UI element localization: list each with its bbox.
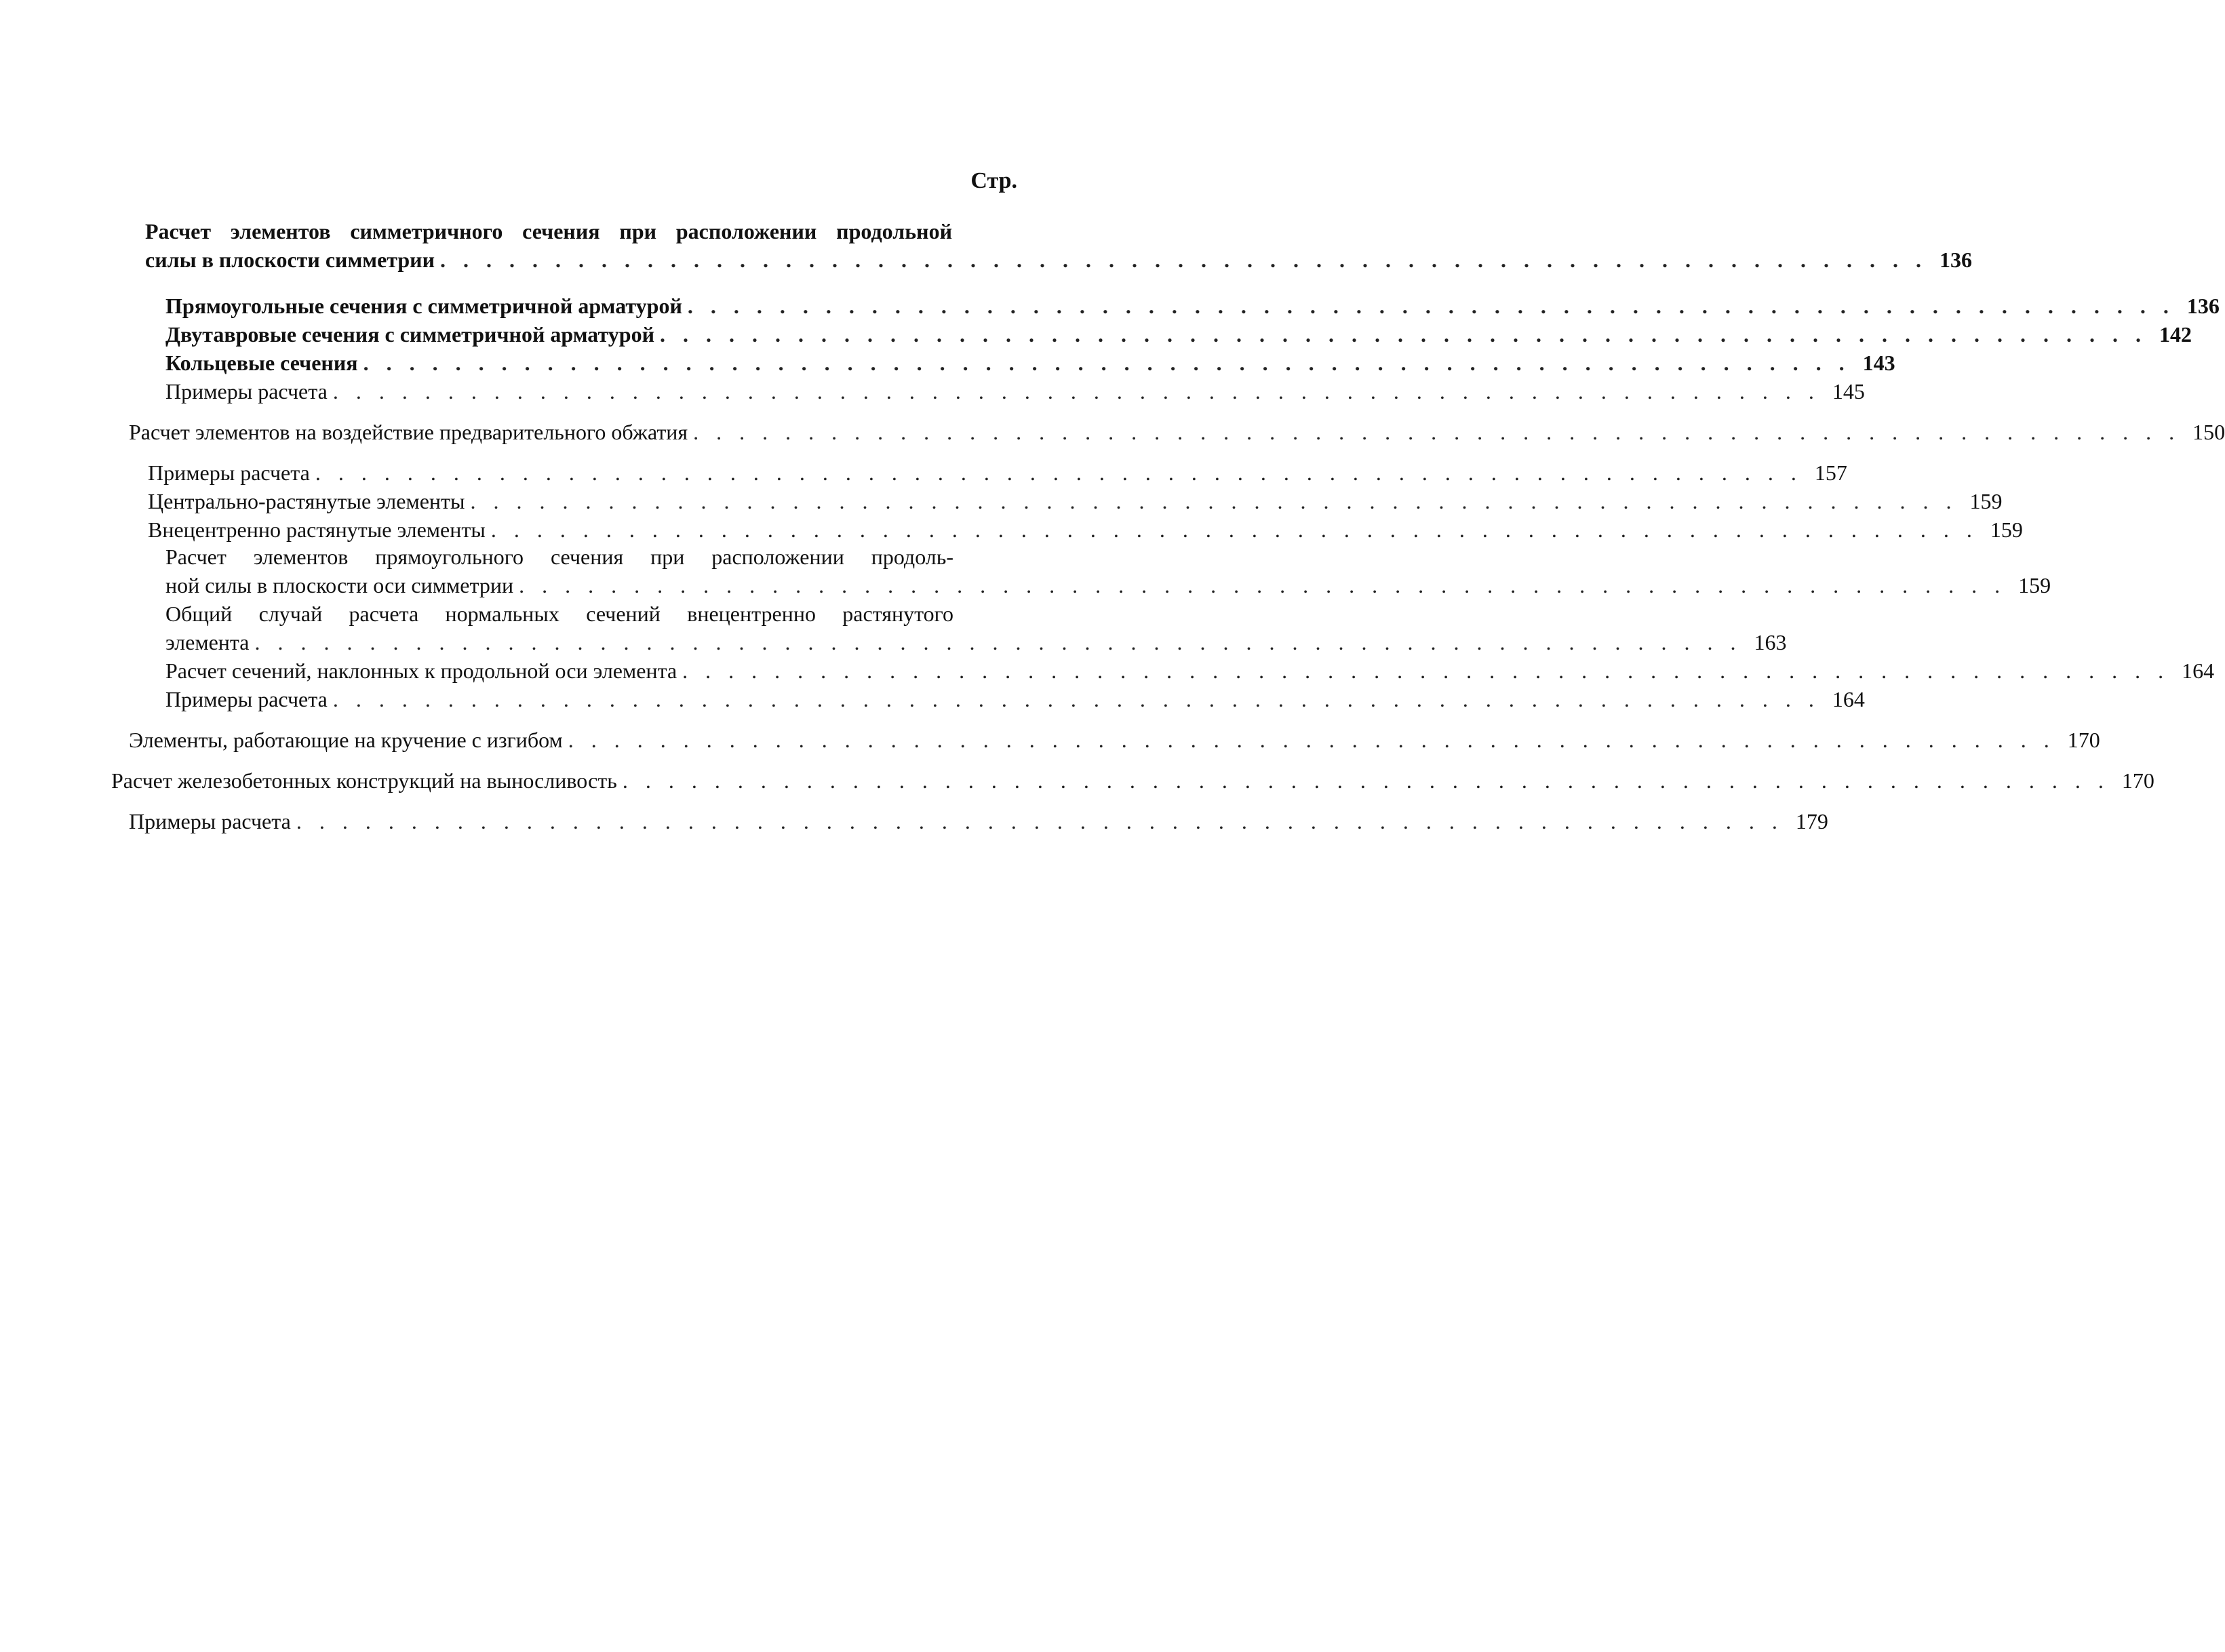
dot-leader: . . . . . . . . . . . . . . . . . . . . . . . . . . . . . . . . . . . . . . . . . . . . . . . . . . . . . . . . . . . . . . . . . — [693, 420, 2181, 444]
toc-page-number: 163 — [1754, 630, 1787, 654]
toc-entry-title: Расчет элементов на воздействие предварительного обжатия — [129, 420, 688, 444]
dot-leader: . . . . . . . . . . . . . . . . . . . . . . . . . . . . . . . . . . . . . . . . . . . . . . . . . . . . . . . . . . . . . . . . . — [568, 728, 2055, 752]
toc-page-number: 170 — [2121, 768, 2154, 793]
toc-page-number: 136 — [2186, 294, 2220, 318]
toc-entry — [165, 599, 1787, 656]
toc-entry-title: Расчет сечений, наклонных к продольной оси элемента — [165, 658, 677, 683]
toc-entry-line: Расчет элементов прямоугольного сечения при расположении продоль- — [165, 545, 953, 569]
toc-entry-title: Прямоугольные сечения с симметричной арматурой — [165, 294, 682, 318]
toc-entry-title: Элементы, работающие на кручение с изгибом — [129, 728, 563, 752]
toc-page-number: 143 — [1862, 351, 1895, 375]
toc-entry-title: элемента — [165, 630, 250, 654]
dot-leader: . . . . . . . . . . . . . . . . . . . . . . . . . . . . . . . . . . . . . . . . . . . . . . . . . . . . . . . . . . . . . . . . . — [332, 687, 1820, 711]
dot-leader: . . . . . . . . . . . . . . . . . . . . . . . . . . . . . . . . . . . . . . . . . . . . . . . . . . . . . . . . . . . . . . . . . — [315, 460, 1803, 485]
dot-leader: . . . . . . . . . . . . . . . . . . . . . . . . . . . . . . . . . . . . . . . . . . . . . . . . . . . . . . . . . . . . . . . . . — [296, 809, 1784, 833]
toc-page-number: 159 — [1990, 517, 2023, 542]
toc-page-number: 164 — [2182, 658, 2215, 683]
toc-entry-line: Общий случай расчета нормальных сечений внецентренно растянутого — [165, 602, 953, 626]
toc-entry — [148, 458, 1847, 487]
toc-page-number: 157 — [1814, 460, 1847, 485]
toc-entry-title: Центрально-растянутые элементы — [148, 489, 465, 513]
toc-page-number: 150 — [2192, 420, 2225, 444]
toc-entry-title: Двутавровые сечения с симметричной арматурой — [165, 322, 654, 347]
toc-entry — [129, 726, 2100, 754]
toc-entry — [165, 320, 2192, 349]
toc-page-number: 142 — [2159, 322, 2192, 347]
toc-page-number: 159 — [2018, 573, 2051, 597]
toc-entry — [165, 685, 1865, 713]
toc-entry-title: Примеры расчета — [165, 379, 328, 404]
toc-page-number: 164 — [1832, 687, 1865, 711]
toc-entry-title: Внецентренно растянутые элементы — [148, 517, 486, 542]
toc-entry-title: Примеры расчета — [165, 687, 328, 711]
dot-leader: . . . . . . . . . . . . . . . . . . . . . . . . . . . . . . . . . . . . . . . . . . . . . . . . . . . . . . . . . . . . . . . . . — [363, 351, 1851, 375]
toc-page-number: 145 — [1832, 379, 1865, 404]
dot-leader: . . . . . . . . . . . . . . . . . . . . . . . . . . . . . . . . . . . . . . . . . . . . . . . . . . . . . . . . . . . . . . . . . — [490, 517, 1978, 542]
toc-entry — [165, 656, 2215, 685]
toc-entry — [148, 487, 2003, 515]
dot-leader: . . . . . . . . . . . . . . . . . . . . . . . . . . . . . . . . . . . . . . . . . . . . . . . . . . . . . . . . . . . . . . . . . — [622, 768, 2110, 793]
toc-entry — [111, 766, 2154, 795]
toc-entry-title: Расчет железобетонных конструкций на выносливость — [111, 768, 617, 793]
toc-entry-title: ной силы в плоскости оси симметрии — [165, 573, 514, 597]
toc-entry-title: Примеры расчета — [129, 809, 291, 833]
toc-entry — [165, 543, 2051, 599]
toc-entry-title: Кольцевые сечения — [165, 351, 358, 375]
toc-entry — [129, 418, 2225, 446]
dot-leader: . . . . . . . . . . . . . . . . . . . . . . . . . . . . . . . . . . . . . . . . . . . . . . . . . . . . . . . . . . . . . . . . . — [254, 630, 1742, 654]
toc-entry — [129, 807, 1828, 835]
dot-leader: . . . . . . . . . . . . . . . . . . . . . . . . . . . . . . . . . . . . . . . . . . . . . . . . . . . . . . . . . . . . . . . . . — [440, 248, 1928, 272]
toc-page-number: 179 — [1795, 809, 1828, 833]
dot-leader: . . . . . . . . . . . . . . . . . . . . . . . . . . . . . . . . . . . . . . . . . . . . . . . . . . . . . . . . . . . . . . . . . — [682, 658, 2170, 683]
dot-leader: . . . . . . . . . . . . . . . . . . . . . . . . . . . . . . . . . . . . . . . . . . . . . . . . . . . . . . . . . . . . . . . . . — [660, 322, 2147, 347]
toc-entry — [165, 292, 2220, 320]
dot-leader: . . . . . . . . . . . . . . . . . . . . . . . . . . . . . . . . . . . . . . . . . . . . . . . . . . . . . . . . . . . . . . . . . — [687, 294, 2175, 318]
dot-leader: . . . . . . . . . . . . . . . . . . . . . . . . . . . . . . . . . . . . . . . . . . . . . . . . . . . . . . . . . . . . . . . . . — [470, 489, 1958, 513]
toc-entry — [165, 377, 1865, 406]
toc-entry — [148, 515, 2023, 544]
toc-entry-title: Примеры расчета — [148, 460, 310, 485]
dot-leader: . . . . . . . . . . . . . . . . . . . . . . . . . . . . . . . . . . . . . . . . . . . . . . . . . . . . . . . . . . . . . . . . . — [332, 379, 1820, 404]
toc-entry-line: Расчет элементов симметричного сечения при расположении продольной — [145, 219, 952, 243]
toc-page-number: 136 — [1940, 248, 1973, 272]
toc-entry — [165, 349, 1895, 377]
toc-page-number: 170 — [2067, 728, 2100, 752]
dot-leader: . . . . . . . . . . . . . . . . . . . . . . . . . . . . . . . . . . . . . . . . . . . . . . . . . . . . . . . . . . . . . . . . . — [519, 573, 2007, 597]
toc-entry-title: силы в плоскости симметрии — [145, 248, 435, 272]
page-column-header: Стр. — [970, 168, 1017, 193]
toc-page-number: 159 — [1969, 489, 2003, 513]
toc-entry — [145, 217, 1973, 274]
